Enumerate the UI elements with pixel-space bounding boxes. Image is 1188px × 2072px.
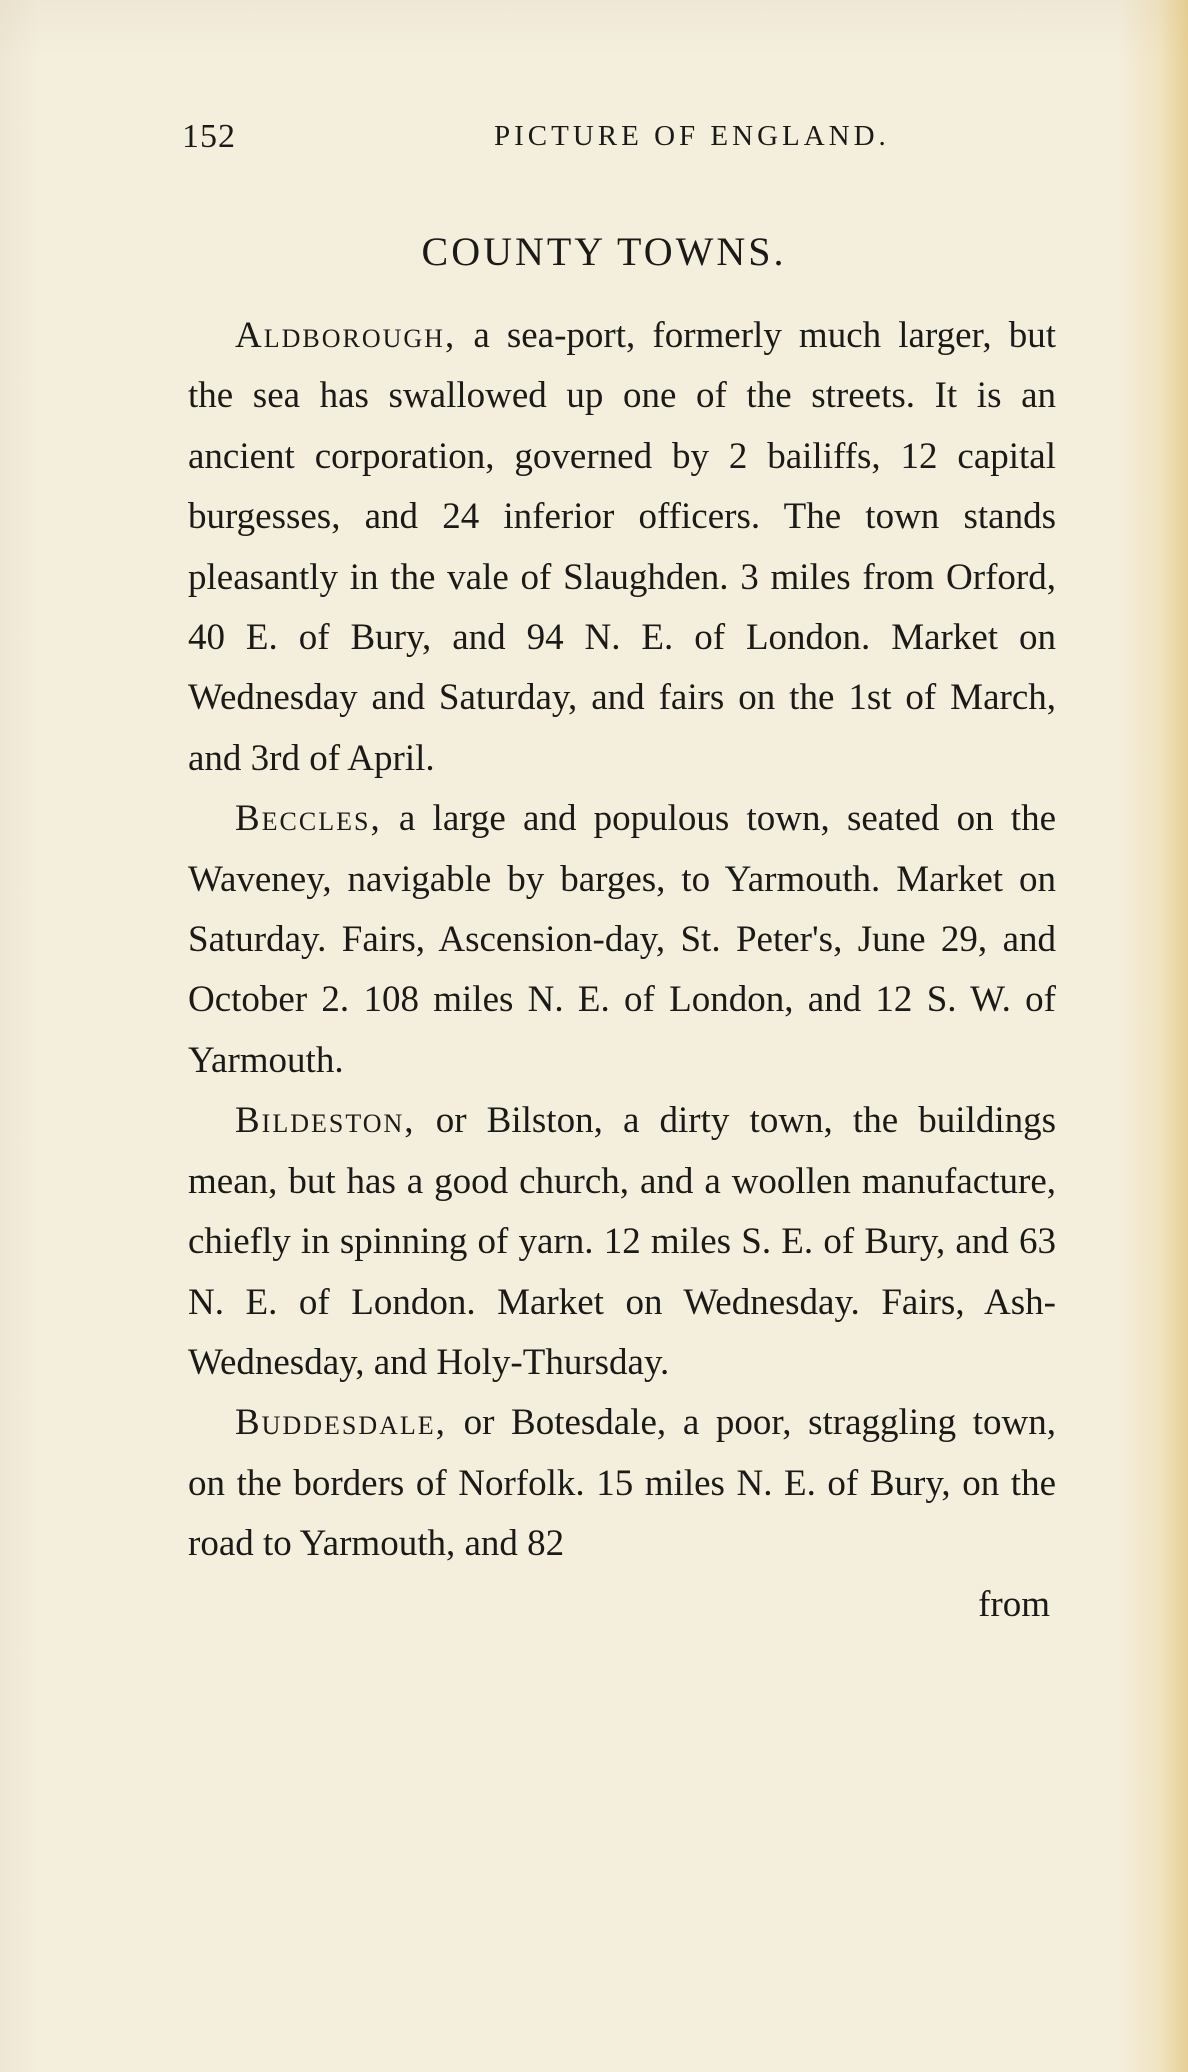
- page-header: [182, 118, 982, 168]
- entry-text: or Bilston, a dirty town, the buildings mean, but has a good church, and a woollen manufacture, chiefly in spinning of yarn. 12 miles S. E. of Bury, and 63 N. E. of London. Market on Wednesday. Fairs, Ash-Wednesday, and Holy-Thursday.: [188, 1100, 1057, 1383]
- entry-bildeston: [188, 1091, 1056, 1393]
- catchword: from: [978, 1583, 1050, 1625]
- section-title: COUNTY TOWNS.: [421, 229, 787, 274]
- entry-beccles: [188, 789, 1056, 1091]
- entry-text: or Botesdale, a poor, straggling town, on the borders of Norfolk. 15 miles N. E. of Bury, on the road to Yarmouth, and 82: [188, 1402, 1056, 1565]
- body-text: [188, 306, 1056, 1635]
- entry-text: a sea-port, formerly much larger, but the sea has swallowed up one of the streets. It is an ancient corporation, governed by 2 bailiffs, 12 capital burgesses, and 24 inferior officers. The town stands pleasantly in the vale of Slaughden. 3 miles from Orford, 40 E. of Bury, and 94 N. E. of London. Market on Wednesday and Saturday, and fairs on the 1st of March, and 3rd of April.: [188, 315, 1056, 779]
- running-title: PICTURE OF ENGLAND.: [494, 120, 890, 152]
- place-name: Beccles,: [235, 798, 382, 840]
- place-name: Buddesdale,: [235, 1402, 447, 1444]
- place-name: Bildeston,: [235, 1100, 416, 1142]
- place-name: Aldborough,: [235, 315, 457, 356]
- page-number: 152: [182, 118, 236, 155]
- entry-aldborough: [188, 306, 1056, 789]
- entry-buddesdale: [188, 1393, 1056, 1574]
- entry-text: a large and populous town, seated on the Waveney, navigable by barges, to Yarmouth. Market on Saturday. Fairs, Ascension-day, St. Peter's, June 29, and October 2. 108 miles N. E. of London, and 12 S. W. of Yarmouth.: [188, 798, 1057, 1081]
